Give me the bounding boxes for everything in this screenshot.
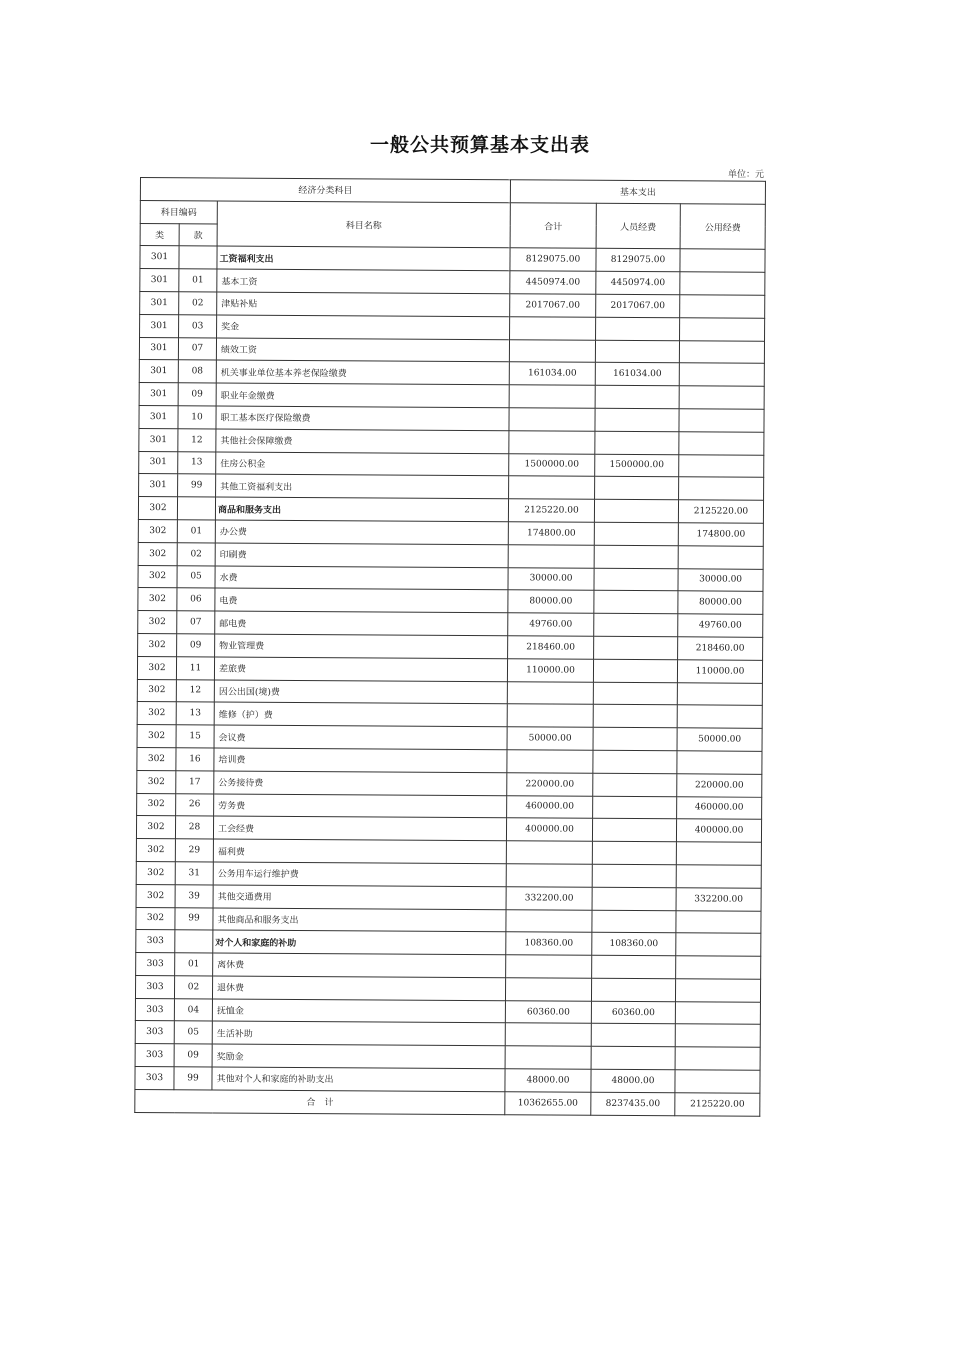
cell-subject-name: 公务接待费 [214,771,507,796]
cell-lei: 301 [139,405,178,428]
cell-subject-name: 绩效工资 [216,338,509,363]
cell-public: 218460.00 [678,637,763,660]
cell-total: 332200.00 [506,886,592,909]
cell-total: 50000.00 [507,727,593,750]
cell-total: 218460.00 [508,636,594,659]
cell-lei: 302 [138,542,177,565]
total-label: 合 计 [135,1089,505,1114]
cell-total: 400000.00 [506,818,592,841]
cell-kuan: 99 [174,1067,212,1090]
cell-personnel [595,477,679,500]
cell-lei: 302 [137,770,176,793]
cell-lei: 302 [136,839,175,862]
cell-total: 2017067.00 [510,294,596,317]
cell-kuan: 12 [178,429,216,452]
cell-personnel [594,499,678,522]
cell-public: 49760.00 [678,614,763,637]
cell-subject-name: 奖金 [217,315,510,340]
cell-public [680,249,765,272]
cell-lei: 302 [138,497,177,520]
cell-subject-name: 邮电费 [215,611,508,636]
cell-lei: 302 [136,907,175,930]
cell-public [679,432,764,455]
cell-subject-name: 职工基本医疗保险缴费 [216,406,509,431]
cell-total: 174800.00 [508,522,594,545]
table-body [135,246,765,1093]
cell-kuan [177,497,215,520]
cell-personnel [593,705,677,728]
cell-public [676,865,761,888]
cell-personnel [594,522,678,545]
cell-kuan: 07 [177,611,215,634]
cell-personnel: 60360.00 [591,1001,675,1024]
cell-total: 1500000.00 [509,453,595,476]
cell-lei: 303 [135,975,174,998]
cell-subject-name: 奖励金 [212,1044,505,1069]
cell-lei: 302 [138,611,177,634]
cell-public [677,705,762,728]
cell-personnel [591,1024,675,1047]
cell-personnel [595,408,679,431]
cell-public: 400000.00 [676,819,761,842]
cell-personnel [593,682,677,705]
cell-public: 332200.00 [676,887,761,910]
cell-personnel [592,819,676,842]
cell-kuan: 16 [176,748,214,771]
cell-public [677,751,762,774]
cell-kuan: 08 [178,360,216,383]
cell-lei: 303 [136,930,175,953]
cell-lei: 303 [135,1067,174,1090]
cell-kuan: 39 [175,884,213,907]
cell-lei: 302 [137,656,176,679]
cell-total [509,339,595,362]
cell-total [506,955,592,978]
page-title: 一般公共预算基本支出表 [369,134,590,156]
cell-public: 50000.00 [677,728,762,751]
cell-total [509,431,595,454]
cell-personnel: 8129075.00 [596,249,680,272]
cell-public [679,409,764,432]
cell-subject-name: 办公费 [215,520,508,545]
header-kuan: 款 [179,223,217,246]
cell-kuan: 02 [174,976,212,999]
unit-label: 单位：元 [727,170,764,180]
cell-total: 2125220.00 [508,499,594,522]
cell-personnel [592,955,676,978]
cell-total [508,545,594,568]
cell-personnel [593,659,677,682]
cell-kuan: 28 [175,816,213,839]
cell-personnel [595,340,679,363]
total-personnel: 8237435.00 [591,1092,675,1115]
cell-subject-name: 会议费 [214,725,507,750]
cell-kuan: 09 [177,634,215,657]
cell-total: 49760.00 [508,613,594,636]
cell-kuan: 05 [174,1021,212,1044]
cell-subject-name: 职业年金缴费 [216,383,509,408]
header-lei: 类 [140,223,179,246]
cell-subject-name: 机关事业单位基本养老保险缴费 [216,360,509,385]
total-amount: 10362655.00 [505,1092,591,1115]
header-subject-code: 科目编码 [140,200,217,223]
cell-public: 30000.00 [678,568,763,591]
cell-subject-name: 因公出国(境)费 [214,679,507,704]
cell-lei: 301 [139,383,178,406]
cell-lei: 301 [140,269,179,292]
cell-kuan: 02 [177,542,215,565]
cell-public [676,842,761,865]
cell-subject-name: 物业管理费 [215,634,508,659]
cell-subject-name: 维修（护）费 [214,702,507,727]
cell-kuan: 99 [178,474,216,497]
cell-public [679,454,764,477]
cell-lei: 302 [136,884,175,907]
cell-total [507,750,593,773]
cell-kuan: 12 [176,679,214,702]
cell-subject-name: 商品和服务支出 [215,497,508,522]
cell-total [506,841,592,864]
cell-total [506,909,592,932]
cell-kuan: 02 [179,292,217,315]
cell-lei: 302 [136,861,175,884]
cell-lei: 301 [140,291,179,314]
cell-lei: 302 [137,793,176,816]
cell-kuan: 09 [178,383,216,406]
cell-total [509,385,595,408]
cell-kuan: 05 [177,565,215,588]
cell-personnel [596,317,680,340]
cell-total [505,1023,591,1046]
cell-subject-name: 劳务费 [214,793,507,818]
cell-kuan: 03 [179,315,217,338]
cell-total: 60360.00 [505,1000,591,1023]
cell-public: 110000.00 [677,660,762,683]
cell-public: 174800.00 [678,523,763,546]
cell-public: 2125220.00 [678,500,763,523]
cell-personnel: 108360.00 [592,933,676,956]
header-econ-category: 经济分类科目 [140,178,510,203]
cell-public [680,318,765,341]
cell-kuan: 04 [174,998,212,1021]
cell-total: 30000.00 [508,567,594,590]
cell-kuan: 10 [178,406,216,429]
cell-total [507,704,593,727]
cell-lei: 302 [136,816,175,839]
cell-total [510,317,596,340]
cell-kuan: 01 [179,269,217,292]
cell-total: 48000.00 [505,1069,591,1092]
cell-lei: 303 [135,998,174,1021]
cell-subject-name: 公务用车运行维护费 [213,862,506,887]
cell-subject-name: 基本工资 [217,269,510,294]
cell-personnel [593,750,677,773]
header-personnel: 人员经费 [596,203,680,249]
cell-kuan: 06 [177,588,215,611]
budget-table [134,177,766,1116]
cell-lei: 303 [135,1044,174,1067]
cell-kuan: 17 [176,770,214,793]
cell-personnel [593,727,677,750]
total-public: 2125220.00 [675,1093,760,1116]
cell-total [505,978,591,1001]
cell-public [675,1070,760,1093]
cell-lei: 301 [139,337,178,360]
cell-kuan: 31 [175,862,213,885]
header-public: 公用经费 [680,204,765,250]
cell-personnel [591,978,675,1001]
cell-lei: 302 [137,702,176,725]
cell-public [678,546,763,569]
cell-public [679,363,764,386]
cell-personnel [591,1047,675,1070]
cell-lei: 301 [139,428,178,451]
cell-lei: 303 [136,953,175,976]
cell-subject-name: 工资福利支出 [217,246,510,271]
cell-personnel [594,613,678,636]
cell-public [679,340,764,363]
cell-kuan: 26 [176,793,214,816]
header-basic-expense: 基本支出 [510,180,765,204]
cell-personnel [595,385,679,408]
cell-lei: 301 [139,360,178,383]
cell-kuan: 01 [177,520,215,543]
cell-lei: 302 [138,565,177,588]
cell-lei: 301 [140,314,179,337]
cell-lei: 301 [139,474,178,497]
cell-subject-name: 其他工资福利支出 [216,474,509,499]
cell-public [675,1001,760,1024]
cell-public [680,272,765,295]
cell-subject-name: 津贴补贴 [217,292,510,317]
cell-public [679,386,764,409]
cell-subject-name: 差旅费 [214,657,507,682]
header-subject-name: 科目名称 [217,201,510,248]
cell-subject-name: 福利费 [213,839,506,864]
cell-total: 460000.00 [507,795,593,818]
cell-total [506,864,592,887]
cell-total: 161034.00 [509,362,595,385]
table-header [140,178,765,250]
cell-total: 108360.00 [506,932,592,955]
cell-lei: 302 [137,679,176,702]
cell-total [509,408,595,431]
cell-public [679,477,764,500]
cell-subject-name: 印刷费 [215,543,508,568]
cell-public: 220000.00 [677,774,762,797]
cell-subject-name: 抚恤金 [212,999,505,1024]
total-row [135,1089,760,1116]
cell-total: 220000.00 [507,772,593,795]
cell-total [505,1046,591,1069]
cell-subject-name: 水费 [215,566,508,591]
cell-lei: 302 [137,725,176,748]
cell-lei: 302 [138,519,177,542]
cell-total [507,681,593,704]
cell-subject-name: 住房公积金 [216,452,509,477]
cell-public [675,1047,760,1070]
cell-public [676,910,761,933]
cell-kuan [175,930,213,953]
cell-public [675,979,760,1002]
cell-subject-name: 其他对个人和家庭的补助支出 [212,1067,505,1092]
cell-total [509,476,595,499]
cell-kuan: 99 [175,907,213,930]
cell-public [675,1024,760,1047]
cell-total: 80000.00 [508,590,594,613]
cell-personnel [592,864,676,887]
cell-kuan: 13 [178,451,216,474]
cell-kuan: 01 [175,953,213,976]
cell-personnel: 4450974.00 [596,271,680,294]
cell-subject-name: 工会经费 [213,816,506,841]
cell-subject-name: 对个人和家庭的补助 [213,930,506,955]
cell-personnel: 1500000.00 [595,454,679,477]
cell-personnel [594,591,678,614]
cell-lei: 302 [137,747,176,770]
cell-personnel: 2017067.00 [596,294,680,317]
cell-public: 80000.00 [678,591,763,614]
cell-personnel [592,841,676,864]
cell-lei: 301 [139,451,178,474]
cell-lei: 303 [135,1021,174,1044]
cell-personnel: 161034.00 [595,363,679,386]
cell-personnel [595,431,679,454]
cell-kuan: 13 [176,702,214,725]
cell-subject-name: 离休费 [213,953,506,978]
cell-kuan: 09 [174,1044,212,1067]
cell-public [680,295,765,318]
cell-personnel [592,910,676,933]
cell-lei: 301 [140,246,179,269]
cell-subject-name: 其他商品和服务支出 [213,907,506,932]
cell-subject-name: 其他社会保障缴费 [216,429,509,454]
cell-kuan: 15 [176,725,214,748]
cell-personnel [594,636,678,659]
cell-kuan: 29 [175,839,213,862]
header-total: 合计 [510,203,596,249]
cell-public [676,956,761,979]
cell-total: 8129075.00 [510,248,596,271]
cell-subject-name: 退休费 [212,976,505,1001]
cell-public [677,682,762,705]
cell-personnel [592,887,676,910]
cell-lei: 302 [138,588,177,611]
cell-kuan [179,246,217,269]
cell-total: 4450974.00 [510,271,596,294]
cell-public [676,933,761,956]
cell-subject-name: 其他交通费用 [213,885,506,910]
cell-public: 460000.00 [677,796,762,819]
cell-personnel [593,796,677,819]
cell-kuan: 07 [178,337,216,360]
cell-kuan: 11 [176,656,214,679]
cell-personnel [593,773,677,796]
cell-personnel [594,545,678,568]
cell-subject-name: 培训费 [214,748,507,773]
cell-personnel [594,568,678,591]
cell-subject-name: 生活补助 [212,1021,505,1046]
cell-total: 110000.00 [507,658,593,681]
cell-subject-name: 电费 [215,588,508,613]
cell-lei: 302 [138,633,177,656]
cell-personnel: 48000.00 [591,1069,675,1092]
